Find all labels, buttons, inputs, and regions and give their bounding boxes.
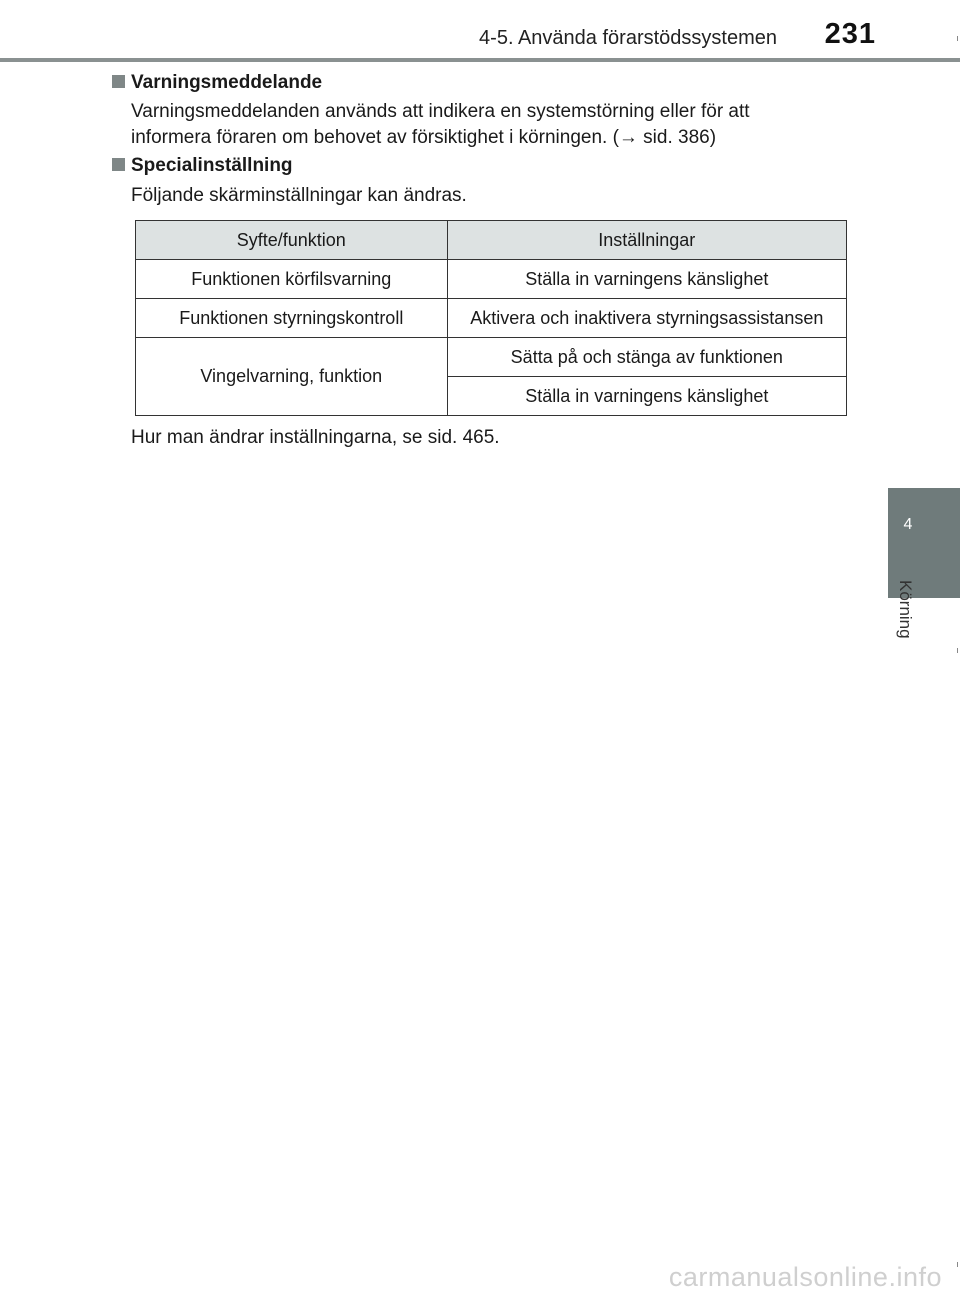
heading-text: Varningsmeddelande — [131, 72, 323, 93]
crop-mark — [957, 648, 958, 653]
settings-cell: Sätta på och stänga av funktionen — [447, 338, 846, 377]
section-heading-warning — [112, 72, 322, 94]
footer-note: Hur man ändrar inställningarna, se sid. 465. — [131, 427, 500, 448]
settings-cell: Aktivera och inaktivera styrningsassistansen — [447, 299, 846, 338]
crop-mark — [957, 1262, 958, 1267]
table-row — [136, 260, 847, 299]
paragraph-line — [131, 125, 841, 151]
heading-text: Specialinställning — [131, 155, 293, 176]
page-reference: sid. 386) — [637, 127, 717, 148]
warning-paragraph — [131, 99, 841, 151]
bullet-square-icon — [112, 158, 125, 171]
column-header-settings: Inställningar — [447, 221, 846, 260]
function-cell: Funktionen styrningskontroll — [136, 299, 448, 338]
table-row — [136, 338, 847, 377]
table-row — [136, 299, 847, 338]
special-paragraph: Följande skärminställningar kan ändras. — [131, 185, 467, 206]
header-rule — [0, 58, 960, 62]
function-cell: Vingelvarning, funktion — [136, 338, 448, 416]
chapter-number: 4 — [903, 516, 913, 533]
settings-table — [135, 220, 847, 416]
table-header-row — [136, 221, 847, 260]
section-title: 4-5. Använda förarstödssystemen — [479, 27, 777, 49]
watermark: carmanualsonline.info — [668, 1262, 942, 1292]
section-heading-special — [112, 155, 293, 177]
crop-mark — [957, 36, 958, 41]
settings-cell: Ställa in varningens känslighet — [447, 377, 846, 416]
paragraph-text: informera föraren om behovet av försiktighet i körningen. ( — [131, 127, 619, 148]
arrow-icon: → — [618, 127, 638, 148]
page-number: 231 — [824, 18, 876, 50]
chapter-label: Körning — [896, 580, 915, 639]
function-cell: Funktionen körfilsvarning — [136, 260, 448, 299]
bullet-square-icon — [112, 75, 125, 88]
settings-cell: Ställa in varningens känslighet — [447, 260, 846, 299]
paragraph-line: Varningsmeddelanden används att indikera en systemstörning eller för att — [131, 101, 750, 122]
column-header-function: Syfte/funktion — [136, 221, 448, 260]
page-header — [0, 0, 960, 60]
